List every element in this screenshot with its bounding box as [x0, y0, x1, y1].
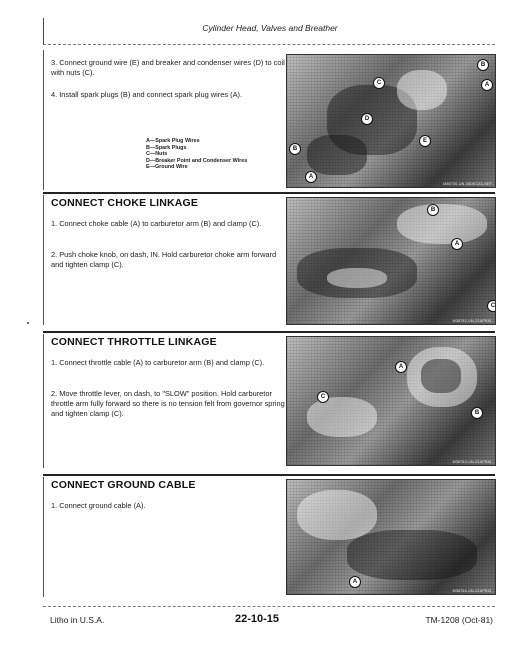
legend-item: B—Spark Plugs — [146, 144, 187, 151]
photo-reference: M85730-UN-05DEC83-NEF — [443, 182, 492, 186]
callout-label: B — [471, 407, 483, 419]
callout-label: A — [305, 171, 317, 183]
page-title: Cylinder Head, Valves and Breather — [202, 23, 338, 33]
section-divider — [43, 474, 495, 476]
engine-photo-ground — [286, 479, 496, 595]
callout-label: B — [477, 59, 489, 71]
section-choke-linkage — [43, 195, 496, 325]
paragraph: 2. Push choke knob, on dash, IN. Hold carburetor choke arm forward and tighten clamp (C). — [51, 250, 277, 269]
legend-item: A—Spark Plug Wires — [146, 138, 200, 144]
callout-label: A — [349, 576, 361, 588]
figure-legend — [146, 138, 247, 171]
engine-photo-throttle — [286, 336, 496, 466]
paragraph: 2. Move throttle lever, on dash, to "SLOW" position. Hold carburetor throttle arm fully forward so there is no tension felt from governor spring and tighten clamp (C). — [51, 389, 285, 418]
photo-reference: M38764-UN-22APR81 — [452, 589, 492, 593]
paragraph: 4. Install spark plugs (B) and connect spark plug wires (A). — [51, 90, 243, 99]
legend-item: C—Nuts — [146, 151, 168, 158]
legend-item: E—Ground Wire — [146, 164, 188, 171]
paragraph: 1. Connect ground cable (A). — [51, 501, 146, 510]
callout-label: A — [451, 238, 463, 250]
photo-reference: M38763-UN-22APR81 — [452, 460, 492, 464]
paragraph: 3. Connect ground wire (E) and breaker and condenser wires (D) to coil with nuts (C). — [51, 58, 285, 77]
callout-label: C — [317, 391, 329, 403]
legend-item: D—Breaker Point and Condenser Wires — [146, 157, 248, 164]
section-divider — [43, 331, 495, 333]
callout-label: B — [289, 143, 301, 155]
page-header — [43, 18, 496, 44]
engine-photo-spark-plugs — [286, 54, 496, 188]
paragraph: 1. Connect choke cable (A) to carburetor arm (B) and clamp (C). — [51, 219, 262, 228]
margin-dot — [27, 322, 29, 324]
manual-id: TM-1208 (Oct-81) — [425, 615, 493, 625]
section-throttle-linkage — [43, 334, 496, 468]
page-footer — [43, 612, 495, 632]
callout-label: A — [481, 79, 493, 91]
photo-reference: M38762-UN-22APR81 — [452, 319, 492, 323]
callout-label: B — [427, 204, 439, 216]
section-title: CONNECT THROTTLE LINKAGE — [51, 336, 217, 348]
callout-label: C — [373, 77, 385, 89]
section-ground-cable — [43, 477, 496, 597]
footer-litho: Litho in U.S.A. — [50, 615, 105, 625]
section-spark-plugs — [43, 50, 496, 190]
callout-label: C — [487, 300, 496, 312]
footer-divider — [43, 606, 495, 607]
callout-label: A — [395, 361, 407, 373]
section-title: CONNECT CHOKE LINKAGE — [51, 197, 199, 209]
paragraph: 1. Connect throttle cable (A) to carburetor arm (B) and clamp (C). — [51, 358, 265, 367]
callout-label: E — [419, 135, 431, 147]
section-divider — [43, 192, 495, 194]
section-title: CONNECT GROUND CABLE — [51, 479, 196, 491]
page-number: 22-10-15 — [235, 613, 280, 625]
callout-label: D — [361, 113, 373, 125]
engine-photo-choke — [286, 197, 496, 325]
header-divider — [43, 44, 495, 45]
